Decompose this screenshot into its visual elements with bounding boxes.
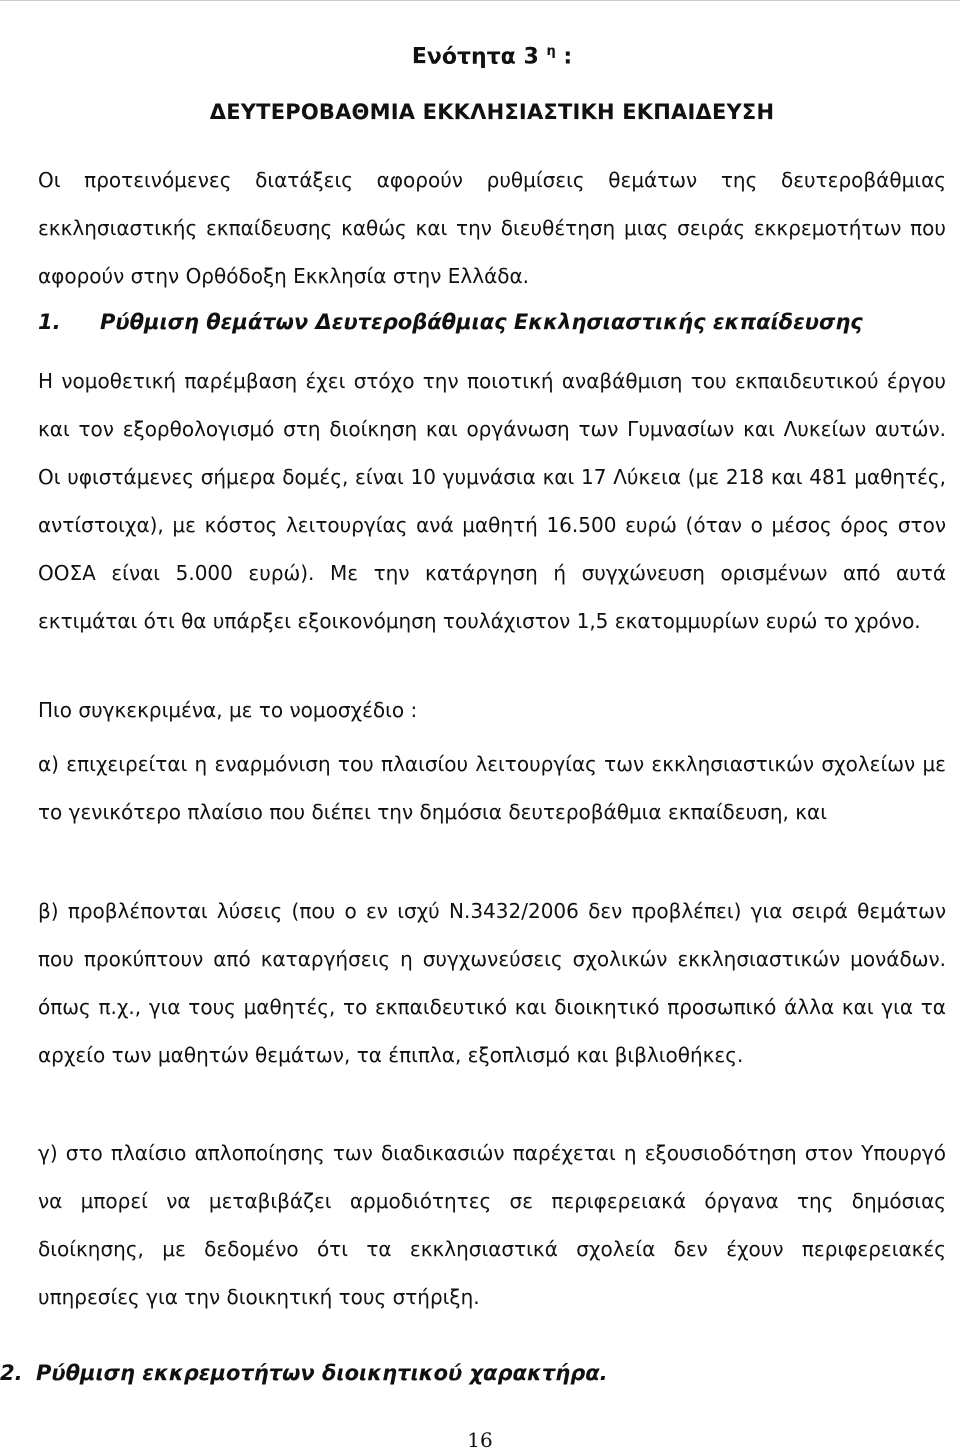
section-suffix: : [555,44,573,70]
list-item-c: γ) στο πλαίσιο απλοποίησης των διαδικασιών παρέχεται η εξουσιοδότηση στον Υπουργό να μπορεί να μεταβιβάζει αρμοδιότητες σε περιφερειακά όργανα της δημόσιας διοίκησης, με δεδομένο ότι τα εκκλησιαστικά σχολεία δεν έχουν περιφερειακές υπηρεσίες για την διοικητική τους στήριξη. [38,1141,946,1309]
section-label: Ενότητα 3 [411,44,539,70]
section-number [38,44,946,69]
heading-1-title: Ρύθμιση θεμάτων Δευτεροβάθμιας Εκκλησιαστικής εκπαίδευσης [100,310,863,334]
heading-2-title: Ρύθμιση εκκρεμοτήτων διοικητικού χαρακτήρα. [36,1361,608,1385]
heading-2-number: 2. [0,1361,23,1385]
list-item-a: α) επιχειρείται η εναρμόνιση του πλαισίου λειτουργίας των εκκλησιαστικών σχολείων με το γενικότερο πλαίσιο που διέπει την δημόσια δευτεροβάθμια εκπαίδευση, και [38,752,946,824]
paragraph-1: Η νομοθετική παρέμβαση έχει στόχο την ποιοτική αναβάθμιση του εκπαιδευτικού έργου και τον εξορθολογισμό στη διοίκηση και οργάνωση των Γυμνασίων και Λυκείων αυτών. Οι υφιστάμενες σήμερα δομές, είναι 10 γυμνάσια και 17 Λύκεια (με 218 και 481 μαθητές, αντίστοιχα), με κόστος λειτουργίας ανά μαθητή 16.500 ευρώ (όταν ο μέσος όρος στον ΟΟΣΑ είναι 5.000 ευρώ). Με την κατάργηση ή συγχώνευση ορισμένων από αυτά εκτιμάται ότι θα υπάρξει εξοικονόμηση τουλάχιστον 1,5 εκατομμυρίων ευρώ το χρόνο. [38,369,946,633]
heading-2 [0,1361,946,1385]
page-number: 16 [467,1428,493,1452]
section-superscript: η [546,44,556,59]
heading-1 [38,310,946,334]
intro-paragraph: Οι προτεινόμενες διατάξεις αφορούν ρυθμίσεις θεμάτων της δευτεροβάθμιας εκκλησιαστικής εκπαίδευσης καθώς και την διευθέτηση μιας σειράς εκκρεμοτήτων που αφορούν στην Ορθόδοξη Εκκλησία στην Ελλάδα. [38,168,946,288]
section-title: ΔΕΥΤΕΡΟΒΑΘΜΙΑ ΕΚΚΛΗΣΙΑΣΤΙΚΗ ΕΚΠΑΙΔΕΥΣΗ [209,100,775,124]
heading-1-number: 1. [38,310,61,334]
paragraph-2: Πιο συγκεκριμένα, με το νομοσχέδιο : [38,698,418,722]
page-top-border [0,0,960,1]
list-item-b: β) προβλέπονται λύσεις (που ο εν ισχύ Ν.3432/2006 δεν προβλέπει) για σειρά θεμάτων που προκύπτουν από καταργήσεις η συγχωνεύσεις σχολικών εκκλησιαστικών μονάδων. όπως π.χ., για τους μαθητές, το εκπαιδευτικό και διοικητικό προσωπικό άλλα και για τα αρχείο των μαθητών θεμάτων, τα έπιπλα, εξοπλισμό και βιβλιοθήκες. [38,899,946,1067]
